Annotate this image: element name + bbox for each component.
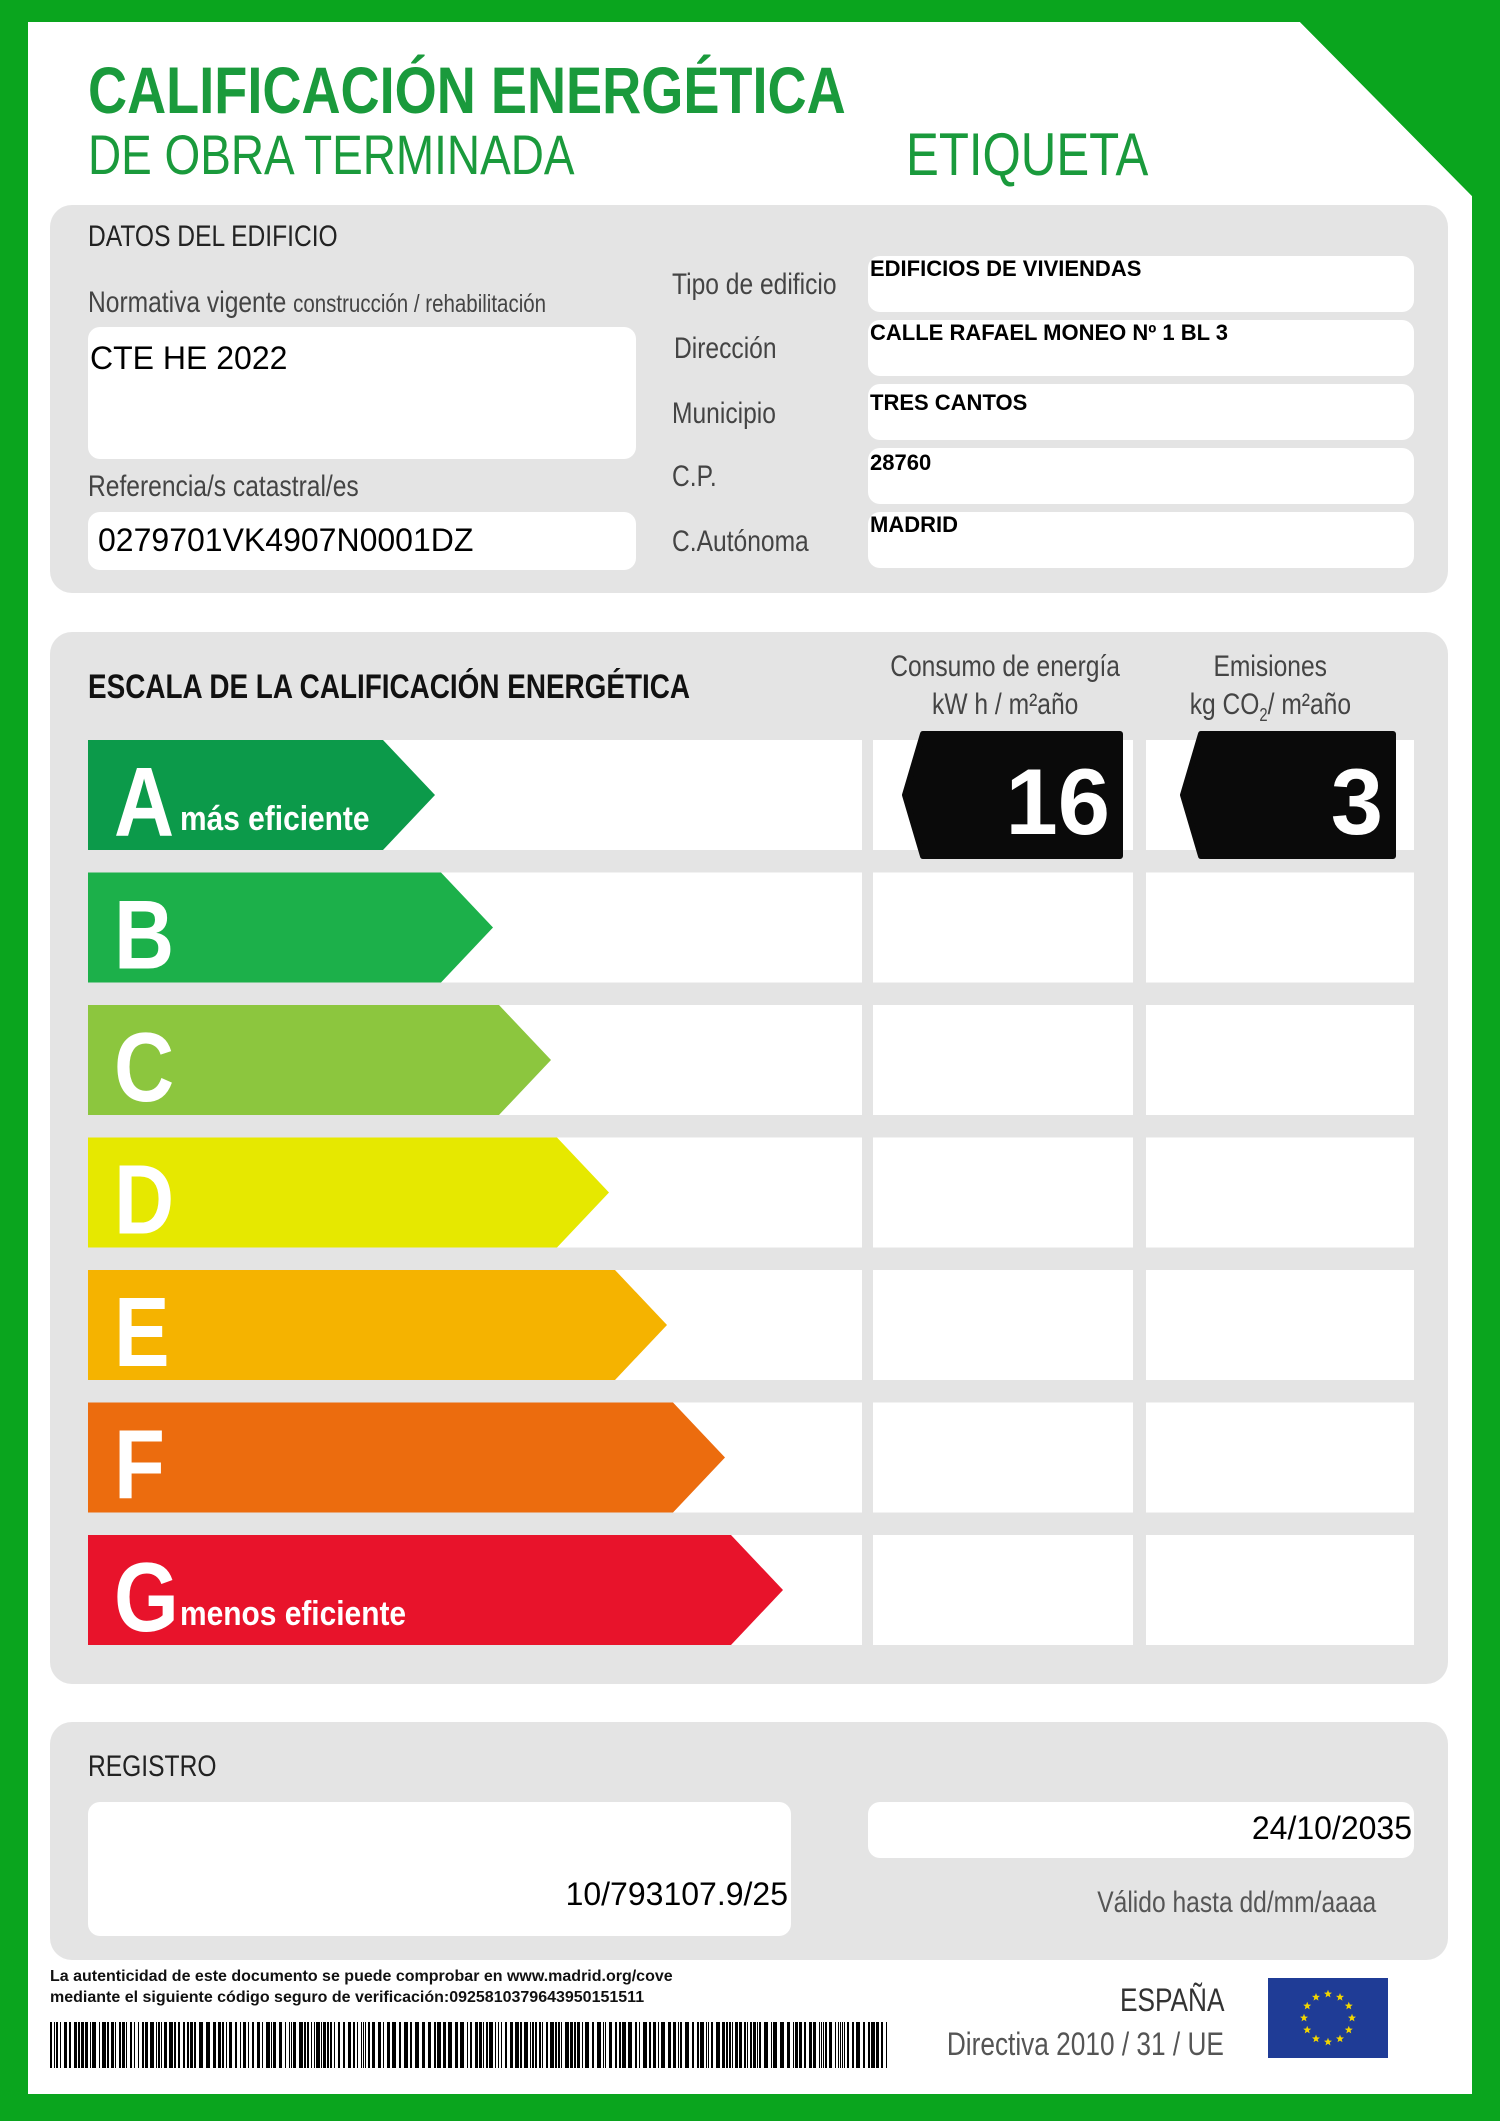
barcode-bar xyxy=(460,2022,464,2068)
barcode-bar xyxy=(99,2022,100,2068)
barcode-bar xyxy=(881,2022,883,2068)
barcode-bar xyxy=(829,2022,832,2068)
barcode-bar xyxy=(321,2022,322,2068)
barcode-bar xyxy=(501,2022,502,2068)
barcode-bar xyxy=(60,2022,61,2068)
barcode-bar xyxy=(510,2022,513,2068)
barcode-bar xyxy=(700,2022,704,2068)
barcode-bar xyxy=(643,2022,647,2068)
referencia-value: 0279701VK4907N0001DZ xyxy=(98,522,474,558)
barcode-bar xyxy=(368,2022,370,2068)
barcode-bar xyxy=(561,2022,562,2068)
barcode-bar xyxy=(434,2022,436,2068)
barcode-bar xyxy=(639,2022,640,2068)
barcode-bar xyxy=(161,2022,162,2068)
barcode-bar xyxy=(570,2022,573,2068)
band-letter-b: B xyxy=(114,881,175,991)
emisiones-rating-value: 3 xyxy=(1330,749,1383,854)
directive-label: Directiva 2010 / 31 / UE xyxy=(946,2026,1224,2062)
consumo-cell xyxy=(873,1535,1133,1645)
barcode-bar xyxy=(726,2022,728,2068)
barcode-bar xyxy=(804,2022,806,2068)
barcode-bar xyxy=(213,2022,216,2068)
barcode-bar xyxy=(314,2022,315,2068)
municipio-label: Municipio xyxy=(672,397,776,430)
barcode-bar xyxy=(327,2022,329,2068)
barcode-bar xyxy=(443,2022,446,2068)
barcode-bar xyxy=(475,2022,478,2068)
barcode-bar xyxy=(520,2022,522,2068)
barcode-bar xyxy=(262,2022,263,2068)
barcode-bar xyxy=(353,2022,355,2068)
barcode-bar xyxy=(365,2022,366,2068)
barcode-bar xyxy=(90,2022,91,2068)
barcode-bar xyxy=(847,2022,849,2068)
barcode-bar xyxy=(673,2022,676,2068)
barcode-bar xyxy=(422,2022,425,2068)
barcode-bar xyxy=(692,2022,694,2068)
barcode-bar xyxy=(190,2022,193,2068)
barcode-bar xyxy=(539,2022,541,2068)
barcode-bar xyxy=(716,2022,720,2068)
barcode-bar xyxy=(844,2022,845,2068)
barcode-bar xyxy=(307,2022,309,2068)
emisiones-cell xyxy=(1146,873,1414,983)
barcode-bar xyxy=(142,2022,144,2068)
barcode-bar xyxy=(111,2022,114,2068)
barcode-bar xyxy=(856,2022,860,2068)
barcode-bar xyxy=(266,2022,270,2068)
emisiones-header: Emisiones kg $CO_2/$ m²año xyxy=(1189,650,1351,725)
barcode-bar xyxy=(392,2022,396,2068)
barcode-bar xyxy=(757,2022,758,2068)
barcode-bar xyxy=(668,2022,671,2068)
barcode-bar xyxy=(605,2022,606,2068)
barcode-bar xyxy=(799,2022,802,2068)
barcode-bar xyxy=(235,2022,237,2068)
barcode-bar xyxy=(787,2022,790,2068)
barcode-bar xyxy=(455,2022,458,2068)
cp-label: C.P. xyxy=(672,460,717,493)
barcode-bar xyxy=(697,2022,699,2068)
consumo-cell xyxy=(873,873,1133,983)
barcode-bar xyxy=(243,2022,246,2068)
barcode-bar xyxy=(115,2022,116,2068)
barcode-bar xyxy=(515,2022,519,2068)
barcode-bar xyxy=(74,2022,77,2068)
barcode-bar xyxy=(285,2022,286,2068)
direccion-value: CALLE RAFAEL MONEO Nº 1 BL 3 xyxy=(870,320,1229,345)
barcode-bar xyxy=(535,2022,537,2068)
barcode-bar xyxy=(199,2022,203,2068)
scale-section-title: ESCALA DE LA CALIFICACIÓN ENERGÉTICA xyxy=(88,668,691,706)
band-letter-c: C xyxy=(114,1013,175,1123)
barcode-bar xyxy=(119,2022,121,2068)
barcode-bar xyxy=(206,2022,210,2068)
barcode-bar xyxy=(609,2022,612,2068)
barcode-bar xyxy=(739,2022,742,2068)
barcode-bar xyxy=(658,2022,659,2068)
barcode-bar xyxy=(661,2022,665,2068)
valid-date-label: Válido hasta dd/mm/aaaa xyxy=(1097,1886,1376,1919)
barcode-bar xyxy=(486,2022,488,2068)
barcode-bar xyxy=(483,2022,484,2068)
barcode-bar xyxy=(410,2022,412,2068)
building-section-title: DATOS DEL EDIFICIO xyxy=(88,220,338,253)
barcode-bar xyxy=(555,2022,557,2068)
emisiones-cell xyxy=(1146,1005,1414,1115)
barcode-bar xyxy=(218,2022,221,2068)
barcode-bar xyxy=(279,2022,282,2068)
barcode-bar xyxy=(498,2022,499,2068)
barcode-bar xyxy=(291,2022,292,2068)
barcode-bar xyxy=(750,2022,752,2068)
barcode-bar xyxy=(470,2022,472,2068)
barcode-bar xyxy=(156,2022,157,2068)
barcode-bar xyxy=(50,2022,52,2068)
barcode-bar xyxy=(183,2022,185,2068)
barcode-bar xyxy=(174,2022,176,2068)
barcode-bar xyxy=(577,2022,580,2068)
barcode-bar xyxy=(311,2022,312,2068)
band-letter-g: G xyxy=(114,1543,179,1653)
barcode-bar xyxy=(85,2022,88,2068)
barcode-bar xyxy=(780,2022,784,2068)
barcode-bar xyxy=(122,2022,125,2068)
label-type: ETIQUETA xyxy=(906,121,1149,188)
barcode-bar xyxy=(383,2022,384,2068)
barcode-bar xyxy=(747,2022,748,2068)
barcode-bar xyxy=(546,2022,548,2068)
barcode-bar xyxy=(863,2022,865,2068)
barcode-bar xyxy=(357,2022,358,2068)
barcode-bar xyxy=(271,2022,272,2068)
barcode-bar xyxy=(479,2022,482,2068)
barcode-bar xyxy=(126,2022,127,2068)
title-main: CALIFICACIÓN ENERGÉTICA xyxy=(88,53,846,127)
barcode-bar xyxy=(257,2022,260,2068)
emisiones-cell xyxy=(1146,1270,1414,1380)
barcode-bar xyxy=(78,2022,80,2068)
barcode-bar xyxy=(64,2022,67,2068)
barcode-bar xyxy=(448,2022,452,2068)
barcode-bar xyxy=(542,2022,543,2068)
consumo-cell xyxy=(873,1270,1133,1380)
barcode-bar xyxy=(722,2022,725,2068)
barcode-bar xyxy=(649,2022,651,2068)
barcode-bar xyxy=(248,2022,249,2068)
barcode-bar xyxy=(187,2022,189,2068)
barcode-bar xyxy=(619,2022,621,2068)
barcode-bar xyxy=(338,2022,340,2068)
barcode-bar xyxy=(597,2022,601,2068)
barcode-bar xyxy=(635,2022,637,2068)
barcode-bar xyxy=(69,2022,71,2068)
auth-text: La autenticidad de este documento se puede comprobar en www.madrid.org/cove mediante el siguiente código seguro de verificación:0925810379643950151511 xyxy=(50,1968,673,2006)
barcode-bar xyxy=(813,2022,816,2068)
registro-section-title: REGISTRO xyxy=(88,1750,217,1783)
comunidad-label: C.Autónoma xyxy=(672,525,809,558)
barcode-bar xyxy=(530,2022,531,2068)
tipo-edificio-value: EDIFICIOS DE VIVIENDAS xyxy=(870,256,1142,281)
barcode-bar xyxy=(363,2022,364,2068)
barcode-bar xyxy=(615,2022,617,2068)
barcode-bar xyxy=(524,2022,528,2068)
barcode-bar xyxy=(273,2022,276,2068)
barcode-bar xyxy=(771,2022,772,2068)
barcode-bar xyxy=(164,2022,167,2068)
barcode-bar xyxy=(532,2022,534,2068)
barcode-bar xyxy=(622,2022,626,2068)
barcode-bar xyxy=(361,2022,362,2068)
barcode-bar xyxy=(711,2022,713,2068)
barcode-bar xyxy=(680,2022,682,2068)
consumo-cell xyxy=(873,1403,1133,1513)
barcode-bar xyxy=(495,2022,496,2068)
cp-value: 28760 xyxy=(870,450,932,475)
registro-number-field xyxy=(88,1802,791,1936)
barcode-bar xyxy=(840,2022,841,2068)
barcode-bar xyxy=(550,2022,554,2068)
country-label: ESPAÑA xyxy=(1119,1982,1224,2018)
barcode-bar xyxy=(138,2022,139,2068)
barcode-bar xyxy=(773,2022,777,2068)
direccion-label: Dirección xyxy=(674,332,777,365)
consumo-cell xyxy=(873,1005,1133,1115)
consumo-header: Consumo de energía kW h / m²año xyxy=(890,650,1120,721)
barcode-bar xyxy=(222,2022,224,2068)
barcode-bar xyxy=(158,2022,160,2068)
barcode-bar xyxy=(169,2022,173,2068)
barcode-bar xyxy=(706,2022,707,2068)
barcode-bar xyxy=(289,2022,290,2068)
registro-number: 10/793107.9/25 xyxy=(565,1876,788,1912)
barcode-bar xyxy=(178,2022,180,2068)
emisiones-cell xyxy=(1146,1403,1414,1513)
barcode-bar xyxy=(252,2022,254,2068)
barcode-bar xyxy=(574,2022,576,2068)
barcode-bar xyxy=(592,2022,594,2068)
band-caption: más eficiente xyxy=(180,799,370,838)
barcode-bar xyxy=(404,2022,408,2068)
barcode-bar xyxy=(505,2022,507,2068)
barcode-bar xyxy=(809,2022,812,2068)
barcode-bar xyxy=(387,2022,390,2068)
barcode-bar xyxy=(835,2022,836,2068)
band-letter-e: E xyxy=(114,1278,170,1388)
barcode-bar xyxy=(868,2022,870,2068)
barcode-bar xyxy=(334,2022,335,2068)
barcode-bar xyxy=(838,2022,839,2068)
barcode-bar xyxy=(102,2022,106,2068)
barcode-bar xyxy=(240,2022,241,2068)
barcode-bar xyxy=(759,2022,761,2068)
barcode-bar xyxy=(134,2022,135,2068)
barcode-bar xyxy=(130,2022,132,2068)
barcode-bar xyxy=(330,2022,332,2068)
valid-date: 24/10/2035 xyxy=(1251,1810,1412,1846)
barcode-bar xyxy=(565,2022,569,2068)
barcode-bar xyxy=(56,2022,58,2068)
consumo-rating-value: 16 xyxy=(1005,749,1110,854)
barcode-bar xyxy=(92,2022,96,2068)
tipo-edificio-label: Tipo de edificio xyxy=(672,268,837,301)
barcode-bar xyxy=(793,2022,794,2068)
barcode-bar xyxy=(226,2022,227,2068)
barcode-bar xyxy=(685,2022,689,2068)
barcode-bar xyxy=(415,2022,419,2068)
barcode-bar xyxy=(229,2022,232,2068)
barcode-bar xyxy=(819,2022,820,2068)
barcode-bar xyxy=(107,2022,109,2068)
barcode-bar xyxy=(678,2022,679,2068)
referencia-label: Referencia/s catastral/es xyxy=(88,470,359,503)
barcode-bar xyxy=(150,2022,154,2068)
barcode-bar xyxy=(735,2022,738,2068)
emisiones-cell xyxy=(1146,1138,1414,1248)
barcode-bar xyxy=(653,2022,656,2068)
barcode-bar xyxy=(81,2022,84,2068)
barcode-bar xyxy=(437,2022,441,2068)
normativa-label: Normativa vigente construcción / rehabilitación xyxy=(88,286,547,319)
barcode-bar xyxy=(823,2022,824,2068)
barcode-bar xyxy=(732,2022,733,2068)
barcode-bar xyxy=(348,2022,351,2068)
consumo-cell xyxy=(873,1138,1133,1248)
barcode-bar xyxy=(489,2022,493,2068)
comunidad-value: MADRID xyxy=(870,512,958,537)
barcode-bar xyxy=(299,2022,303,2068)
band-letter-a: A xyxy=(114,748,175,858)
barcode-bar xyxy=(708,2022,709,2068)
barcode-bar xyxy=(753,2022,756,2068)
barcode-bar xyxy=(744,2022,746,2068)
title-sub: DE OBRA TERMINADA xyxy=(88,123,575,186)
barcode-bar xyxy=(323,2022,326,2068)
barcode-bar xyxy=(372,2022,375,2068)
barcode-bar xyxy=(558,2022,560,2068)
barcode-bar xyxy=(842,2022,843,2068)
barcode xyxy=(50,2022,890,2068)
barcode-bar xyxy=(399,2022,401,2068)
normativa-value: CTE HE 2022 xyxy=(90,340,288,376)
barcode-bar xyxy=(876,2022,879,2068)
band-letter-d: D xyxy=(114,1146,175,1256)
band-caption: menos eficiente xyxy=(180,1594,407,1633)
barcode-bar xyxy=(729,2022,731,2068)
barcode-bar xyxy=(304,2022,306,2068)
barcode-bar xyxy=(764,2022,768,2068)
barcode-bar xyxy=(603,2022,604,2068)
municipio-value: TRES CANTOS xyxy=(870,390,1028,415)
barcode-bar xyxy=(54,2022,55,2068)
barcode-bar xyxy=(145,2022,148,2068)
barcode-bar xyxy=(628,2022,632,2068)
barcode-bar xyxy=(343,2022,345,2068)
barcode-bar xyxy=(194,2022,196,2068)
barcode-bar xyxy=(467,2022,468,2068)
emisiones-cell xyxy=(1146,1535,1414,1645)
barcode-bar xyxy=(378,2022,381,2068)
band-letter-f: F xyxy=(114,1411,165,1521)
barcode-bar xyxy=(821,2022,822,2068)
eu-flag-icon xyxy=(1268,1978,1388,2058)
barcode-bar xyxy=(871,2022,875,2068)
barcode-bar xyxy=(852,2022,854,2068)
barcode-bar xyxy=(795,2022,798,2068)
band-e xyxy=(88,1270,667,1380)
barcode-bar xyxy=(582,2022,583,2068)
barcode-bar xyxy=(585,2022,589,2068)
barcode-bar xyxy=(316,2022,320,2068)
barcode-bar xyxy=(428,2022,431,2068)
barcode-bar xyxy=(825,2022,827,2068)
band-f xyxy=(88,1403,725,1513)
barcode-bar xyxy=(293,2022,296,2068)
